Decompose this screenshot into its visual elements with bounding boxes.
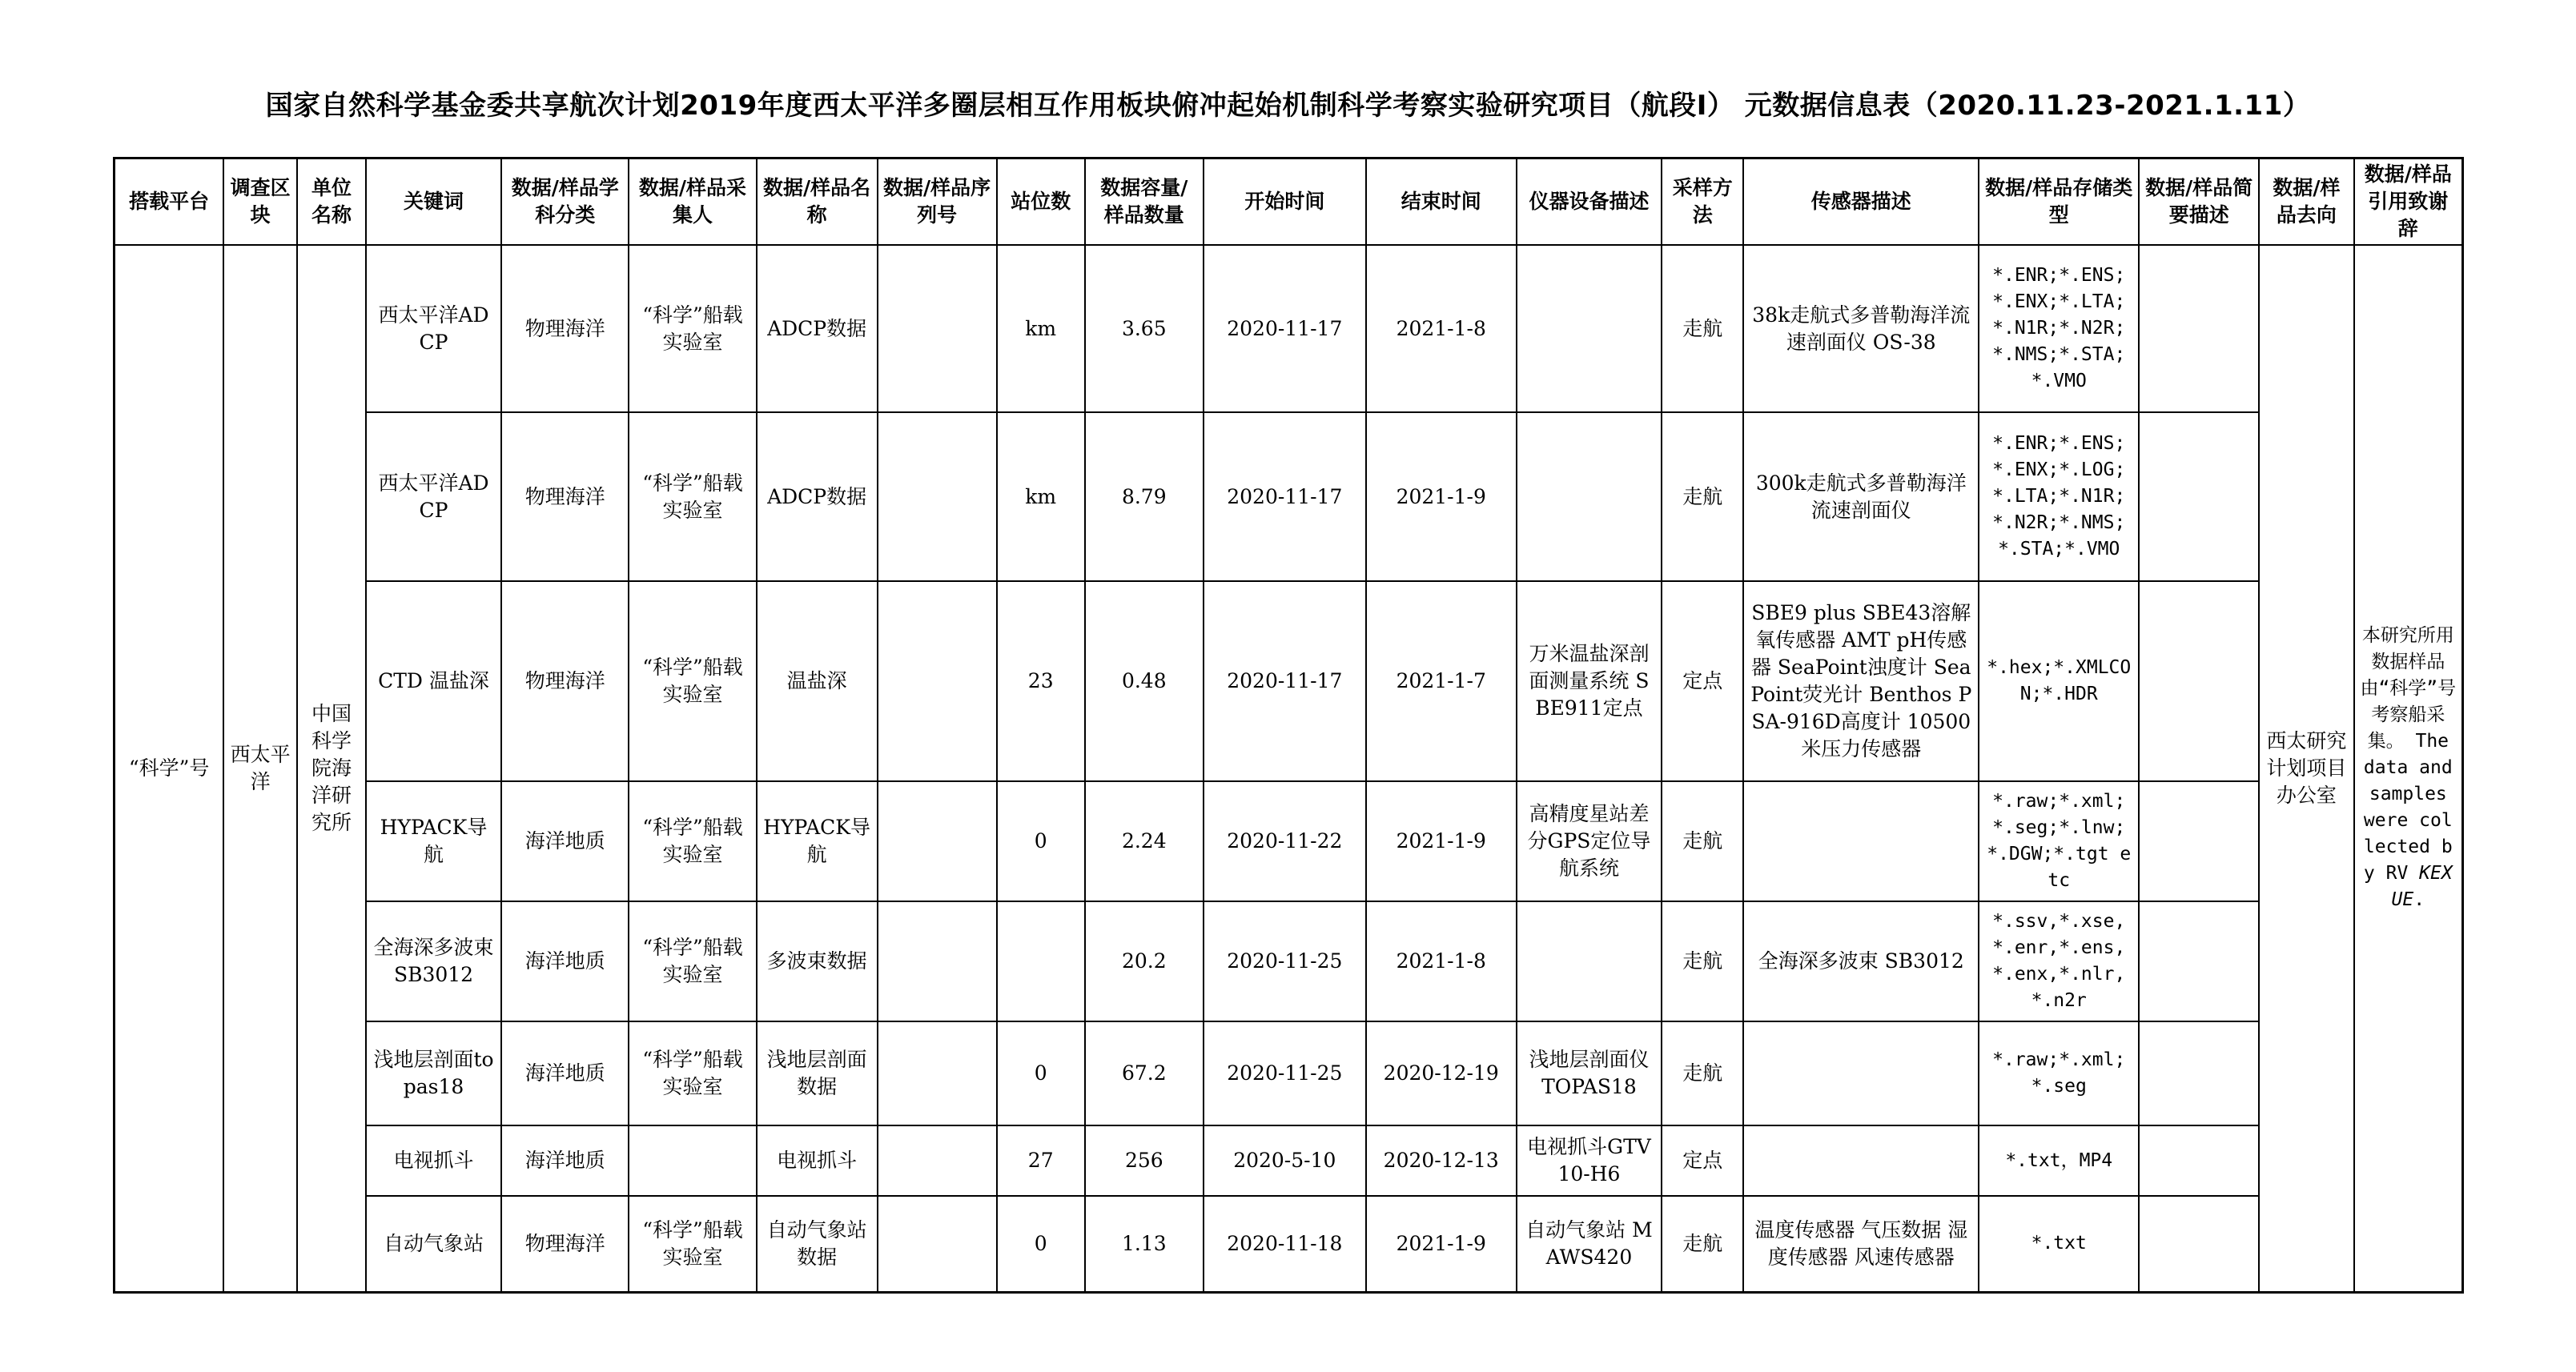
header-cell: 数据/样品去向: [2259, 158, 2353, 246]
page-title: 国家自然科学基金委共享航次计划2019年度西太平洋多圈层相互作用板块俯冲起始机制科学考察实验研究项目（航段I） 元数据信息表（2020.11.23-2021.1.11）: [265, 90, 2311, 122]
name-cell: HYPACK导航: [757, 781, 878, 901]
name-cell: 自动气象站数据: [757, 1196, 878, 1292]
discipline-cell: 物理海洋: [501, 245, 629, 412]
instrument-cell: [1517, 412, 1662, 581]
storage-cell: *.hex;*.XMLCON;*.HDR: [1979, 581, 2139, 781]
header-cell: 搭载平台: [115, 158, 224, 246]
serial-cell: [878, 1196, 997, 1292]
sensor-cell: [1743, 781, 1979, 901]
instrument-cell: 自动气象站 MAWS420: [1517, 1196, 1662, 1292]
keyword-cell: 西太平洋ADCP: [366, 412, 501, 581]
storage-cell: *.ssv,*.xse,*.enr,*.ens,*.enx,*.nlr,*.n2r: [1979, 901, 2139, 1021]
brief-cell: [2139, 245, 2259, 412]
serial-cell: [878, 1125, 997, 1196]
serial-cell: [878, 901, 997, 1021]
ack-en-suffix: .: [2413, 889, 2425, 911]
discipline-cell: 海洋地质: [501, 1125, 629, 1196]
collector-cell: “科学”船载实验室: [629, 412, 756, 581]
sensor-cell: 全海深多波束 SB3012: [1743, 901, 1979, 1021]
header-cell: 调查区块: [223, 158, 297, 246]
end-cell: 2020-12-13: [1366, 1125, 1517, 1196]
instrument-cell: 高精度星站差分GPS定位导航系统: [1517, 781, 1662, 901]
collector-cell: “科学”船载实验室: [629, 1196, 756, 1292]
end-cell: 2021-1-9: [1366, 1196, 1517, 1292]
ack-en-ship: KEXUE: [2391, 863, 2453, 911]
serial-cell: [878, 1021, 997, 1125]
header-cell: 关键词: [366, 158, 501, 246]
end-cell: 2020-12-19: [1366, 1021, 1517, 1125]
header-cell: 数据/样品采集人: [629, 158, 756, 246]
discipline-cell: 海洋地质: [501, 781, 629, 901]
method-cell: 定点: [1662, 1125, 1743, 1196]
brief-cell: [2139, 412, 2259, 581]
storage-cell: *.txt，MP4: [1979, 1125, 2139, 1196]
stations-cell: km: [997, 245, 1085, 412]
table-row: [115, 1196, 2463, 1292]
collector-cell: “科学”船载实验室: [629, 1021, 756, 1125]
keyword-cell: HYPACK导航: [366, 781, 501, 901]
keyword-cell: CTD 温盐深: [366, 581, 501, 781]
header-cell: 数据/样品简要描述: [2139, 158, 2259, 246]
keyword-cell: 自动气象站: [366, 1196, 501, 1292]
collector-cell: “科学”船载实验室: [629, 781, 756, 901]
discipline-cell: 海洋地质: [501, 901, 629, 1021]
destination-cell: 西太研究计划项目办公室: [2259, 245, 2353, 1292]
start-cell: 2020-11-18: [1204, 1196, 1366, 1292]
header-cell: 站位数: [997, 158, 1085, 246]
end-cell: 2021-1-9: [1366, 781, 1517, 901]
unit-cell: 中国科学院海洋研究所: [297, 245, 366, 1292]
header-cell: 数据/样品引用致谢辞: [2354, 158, 2463, 246]
storage-cell: *.txt: [1979, 1196, 2139, 1292]
serial-cell: [878, 412, 997, 581]
method-cell: 走航: [1662, 412, 1743, 581]
instrument-cell: [1517, 901, 1662, 1021]
capacity-cell: 2.24: [1085, 781, 1204, 901]
header-cell: 仪器设备描述: [1517, 158, 1662, 246]
stations-cell: 23: [997, 581, 1085, 781]
start-cell: 2020-11-17: [1204, 412, 1366, 581]
stations-cell: km: [997, 412, 1085, 581]
capacity-cell: 0.48: [1085, 581, 1204, 781]
end-cell: 2021-1-8: [1366, 245, 1517, 412]
sensor-cell: [1743, 1125, 1979, 1196]
header-cell: 数据/样品学科分类: [501, 158, 629, 246]
method-cell: 走航: [1662, 1196, 1743, 1292]
start-cell: 2020-11-22: [1204, 781, 1366, 901]
table-row: [115, 901, 2463, 1021]
serial-cell: [878, 581, 997, 781]
capacity-cell: 67.2: [1085, 1021, 1204, 1125]
header-cell: 数据容量/样品数量: [1085, 158, 1204, 246]
collector-cell: [629, 1125, 756, 1196]
metadata-table: [113, 157, 2464, 1294]
table-row: [115, 412, 2463, 581]
header-cell: 数据/样品存储类型: [1979, 158, 2139, 246]
collector-cell: “科学”船载实验室: [629, 581, 756, 781]
discipline-cell: 海洋地质: [501, 1021, 629, 1125]
table-row: [115, 581, 2463, 781]
capacity-cell: 256: [1085, 1125, 1204, 1196]
keyword-cell: 浅地层剖面topas18: [366, 1021, 501, 1125]
header-cell: 开始时间: [1204, 158, 1366, 246]
stations-cell: 0: [997, 1021, 1085, 1125]
method-cell: 走航: [1662, 245, 1743, 412]
stations-cell: [997, 901, 1085, 1021]
instrument-cell: [1517, 245, 1662, 412]
keyword-cell: 全海深多波束 SB3012: [366, 901, 501, 1021]
capacity-cell: 20.2: [1085, 901, 1204, 1021]
brief-cell: [2139, 901, 2259, 1021]
brief-cell: [2139, 581, 2259, 781]
brief-cell: [2139, 781, 2259, 901]
name-cell: 温盐深: [757, 581, 878, 781]
brief-cell: [2139, 1196, 2259, 1292]
storage-cell: *.raw;*.xml;*.seg;*.lnw;*.DGW;*.tgt etc: [1979, 781, 2139, 901]
end-cell: 2021-1-8: [1366, 901, 1517, 1021]
header-row: [115, 158, 2463, 246]
table-row: [115, 1021, 2463, 1125]
header-cell: 传感器描述: [1743, 158, 1979, 246]
stations-cell: 27: [997, 1125, 1085, 1196]
keyword-cell: 西太平洋ADCP: [366, 245, 501, 412]
method-cell: 走航: [1662, 781, 1743, 901]
name-cell: ADCP数据: [757, 412, 878, 581]
sensor-cell: 300k走航式多普勒海洋流速剖面仪: [1743, 412, 1979, 581]
instrument-cell: 电视抓斗GTV10-H6: [1517, 1125, 1662, 1196]
start-cell: 2020-5-10: [1204, 1125, 1366, 1196]
acknowledgement-cell: [2354, 245, 2463, 1292]
start-cell: 2020-11-25: [1204, 901, 1366, 1021]
storage-cell: *.ENR;*.ENS;*.ENX;*.LTA;*.N1R;*.N2R;*.NMS;*.STA;*.VMO: [1979, 245, 2139, 412]
start-cell: 2020-11-17: [1204, 245, 1366, 412]
platform-cell: “科学”号: [115, 245, 224, 1292]
header-cell: 数据/样品名称: [757, 158, 878, 246]
end-cell: 2021-1-9: [1366, 412, 1517, 581]
sensor-cell: 温度传感器 气压数据 湿度传感器 风速传感器: [1743, 1196, 1979, 1292]
discipline-cell: 物理海洋: [501, 412, 629, 581]
discipline-cell: 物理海洋: [501, 581, 629, 781]
name-cell: 浅地层剖面数据: [757, 1021, 878, 1125]
collector-cell: “科学”船载实验室: [629, 901, 756, 1021]
storage-cell: *.ENR;*.ENS;*.ENX;*.LOG;*.LTA;*.N1R;*.N2R;*.NMS;*.STA;*.VMO: [1979, 412, 2139, 581]
area-cell: 西太平洋: [223, 245, 297, 1292]
instrument-cell: 浅地层剖面仪 TOPAS18: [1517, 1021, 1662, 1125]
stations-cell: 0: [997, 781, 1085, 901]
storage-cell: *.raw;*.xml;*.seg: [1979, 1021, 2139, 1125]
end-cell: 2021-1-7: [1366, 581, 1517, 781]
ack-en-prefix: The data and samples were collected by RV: [2363, 731, 2453, 885]
instrument-cell: 万米温盐深剖面测量系统 SBE911定点: [1517, 581, 1662, 781]
sensor-cell: SBE9 plus SBE43溶解氧传感器 AMT pH传感器 SeaPoint浊度计 SeaPoint荧光计 Benthos PSA-916D高度计 10500米压力传感器: [1743, 581, 1979, 781]
stations-cell: 0: [997, 1196, 1085, 1292]
sensor-cell: [1743, 1021, 1979, 1125]
serial-cell: [878, 245, 997, 412]
name-cell: 多波束数据: [757, 901, 878, 1021]
sensor-cell: 38k走航式多普勒海洋流速剖面仪 OS-38: [1743, 245, 1979, 412]
collector-cell: “科学”船载实验室: [629, 245, 756, 412]
discipline-cell: 物理海洋: [501, 1196, 629, 1292]
table-row: [115, 781, 2463, 901]
method-cell: 走航: [1662, 901, 1743, 1021]
capacity-cell: 8.79: [1085, 412, 1204, 581]
method-cell: 定点: [1662, 581, 1743, 781]
ack-cn: 本研究所用数据样品由“科学”号考察船采集。: [2360, 625, 2457, 752]
table-row: [115, 245, 2463, 412]
start-cell: 2020-11-17: [1204, 581, 1366, 781]
table-row: [115, 1125, 2463, 1196]
brief-cell: [2139, 1021, 2259, 1125]
start-cell: 2020-11-25: [1204, 1021, 1366, 1125]
header-cell: 结束时间: [1366, 158, 1517, 246]
capacity-cell: 3.65: [1085, 245, 1204, 412]
capacity-cell: 1.13: [1085, 1196, 1204, 1292]
method-cell: 走航: [1662, 1021, 1743, 1125]
header-cell: 采样方法: [1662, 158, 1743, 246]
header-cell: 数据/样品序列号: [878, 158, 997, 246]
name-cell: 电视抓斗: [757, 1125, 878, 1196]
keyword-cell: 电视抓斗: [366, 1125, 501, 1196]
name-cell: ADCP数据: [757, 245, 878, 412]
header-cell: 单位名称: [297, 158, 366, 246]
serial-cell: [878, 781, 997, 901]
brief-cell: [2139, 1125, 2259, 1196]
